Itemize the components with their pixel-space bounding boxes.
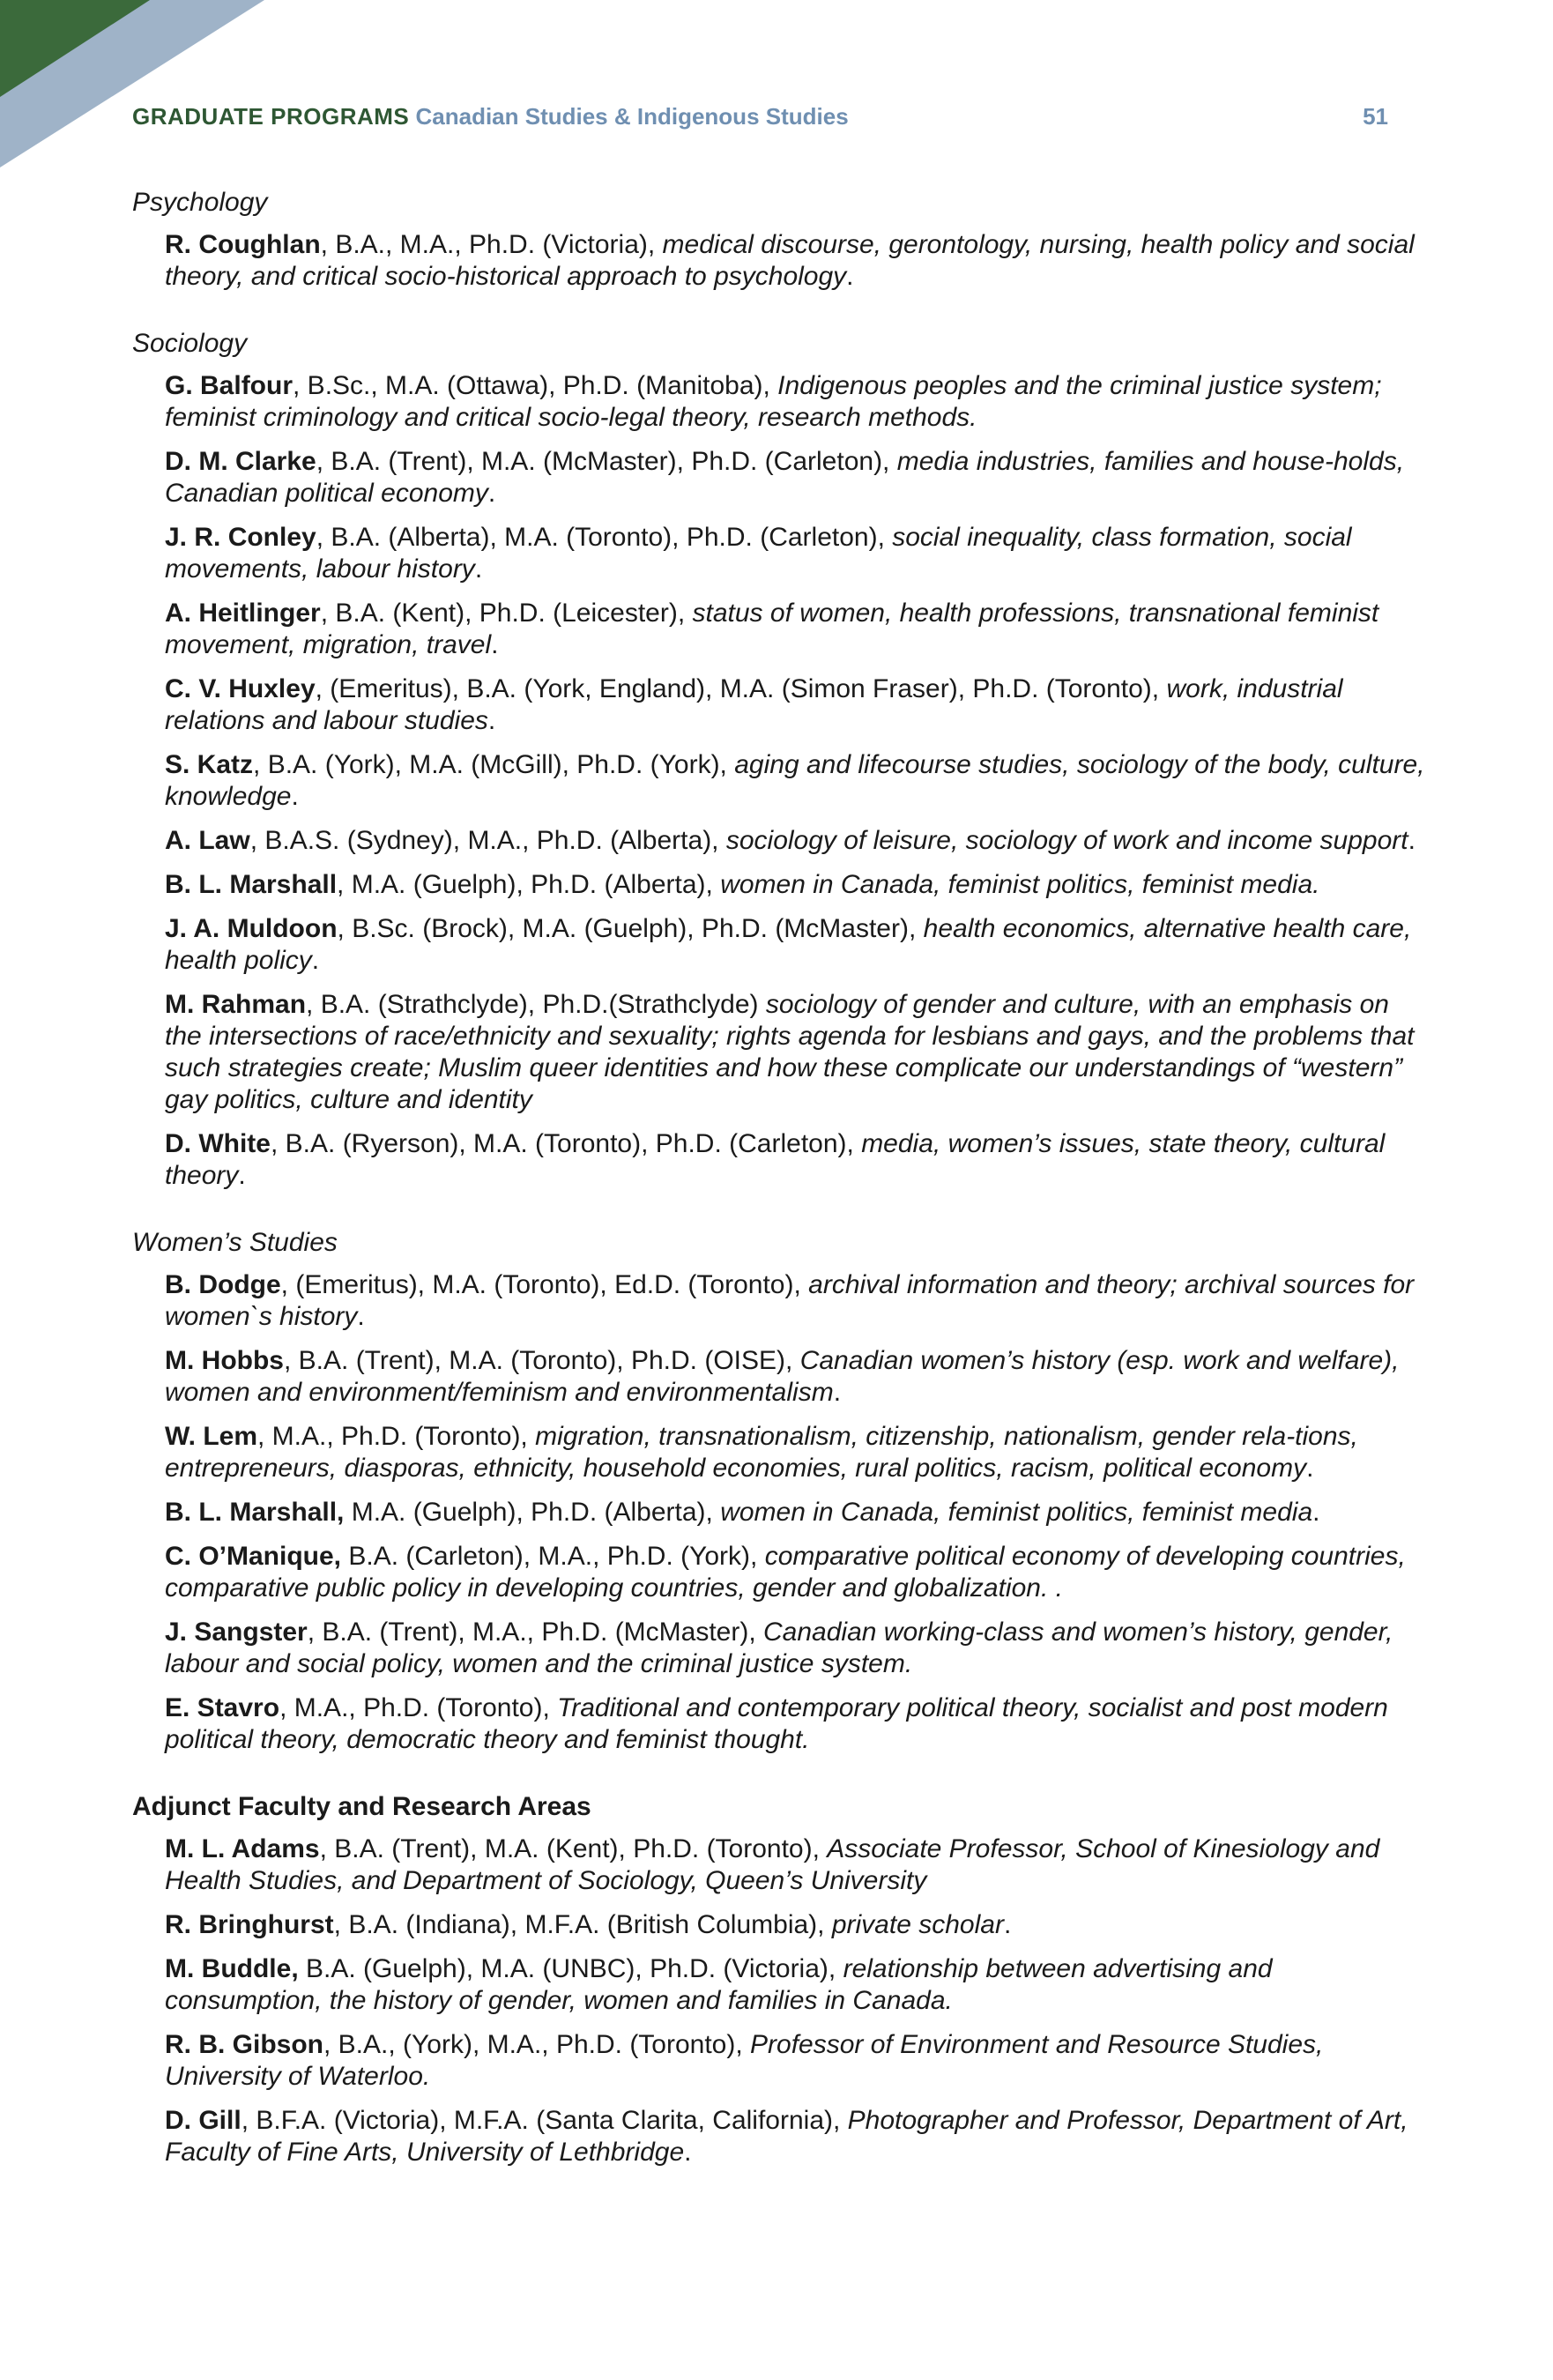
faculty-name: B. L. Marshall [165, 870, 338, 899]
faculty-entry [132, 446, 1428, 509]
research-areas: Professor of Environment and Resource Studies, University of Waterloo. [165, 2030, 1324, 2091]
faculty-entry [132, 229, 1428, 293]
faculty-entry [132, 522, 1428, 585]
entry-tail: . [291, 782, 299, 811]
entry-tail: . [357, 1302, 365, 1331]
research-areas: Canadian working-class and women’s history, gender, labour and social policy, women and the criminal justice system. [165, 1618, 1393, 1678]
faculty-degrees: , B.Sc. (Brock), M.A. (Guelph), Ph.D. (McMaster), [337, 914, 924, 943]
research-areas: Associate Professor, School of Kinesiology and Health Studies, and Department of Sociology, Queen’s University [165, 1834, 1380, 1895]
research-areas: status of women, health professions, transnational feminist movement, migration, travel [165, 599, 1379, 659]
faculty-name: R. Bringhurst [165, 1910, 334, 1939]
faculty-name: C. V. Huxley [165, 674, 316, 703]
faculty-entry [132, 1833, 1428, 1897]
faculty-name: S. Katz [165, 750, 254, 779]
entry-tail: . [474, 554, 483, 584]
faculty-degrees: , B.A. (Kent), Ph.D. (Leicester), [320, 599, 693, 628]
faculty-degrees: , B.A., (York), M.A., Ph.D. (Toronto), [323, 2030, 751, 2059]
faculty-entry [132, 2029, 1428, 2093]
faculty-name: J. Sangster [165, 1618, 308, 1647]
research-areas: relationship between advertising and consumption, the history of gender, women and families in Canada. [165, 1954, 1273, 2015]
faculty-name: R. B. Gibson [165, 2030, 323, 2059]
faculty-name: M. Hobbs [165, 1346, 284, 1375]
faculty-degrees: , B.Sc., M.A. (Ottawa), Ph.D. (Manitoba), [293, 371, 778, 400]
faculty-entry [132, 1909, 1428, 1941]
research-areas: migration, transnationalism, citizenship, nationalism, gender rela-tions, entrepreneurs, diasporas, ethnicity, household economies, rural politics, racism, political economy [165, 1422, 1358, 1483]
research-areas: private scholar [831, 1910, 1004, 1939]
section-heading: Adjunct Faculty and Research Areas [132, 1792, 591, 1821]
faculty-degrees: , B.A. (Strathclyde), Ph.D.(Strathclyde) [306, 990, 766, 1019]
faculty-entry [132, 1541, 1428, 1604]
faculty-degrees: , (Emeritus), B.A. (York, England), M.A. (Simon Fraser), Ph.D. (Toronto), [315, 674, 1167, 703]
faculty-name: J. R. Conley [165, 523, 316, 552]
faculty-entry [132, 370, 1428, 434]
faculty-name: A. Heitlinger [165, 599, 321, 628]
header-programs: GRADUATE PROGRAMS [132, 103, 410, 130]
entry-tail: . [1312, 1498, 1320, 1527]
faculty-entry [132, 1421, 1428, 1484]
research-areas: Traditional and contemporary political theory, socialist and post modern political theory, democratic theory and feminist thought. [165, 1693, 1388, 1754]
research-areas: work, industrial relations and labour studies [165, 674, 1343, 735]
faculty-entry [132, 1953, 1428, 2017]
research-areas: archival information and theory; archival sources for women`s history [165, 1270, 1415, 1331]
faculty-name: E. Stavro [165, 1693, 280, 1722]
faculty-name: M. Buddle, [165, 1954, 299, 1983]
header-department: Canadian Studies & Indigenous Studies [415, 103, 849, 130]
faculty-entry [132, 1345, 1428, 1409]
faculty-entry [132, 1692, 1428, 1756]
faculty-name: B. Dodge [165, 1270, 281, 1299]
research-areas: media, women’s issues, state theory, cultural theory [165, 1129, 1386, 1190]
research-areas: Indigenous peoples and the criminal justice system; feminist criminology and critical socio-legal theory, research methods. [165, 371, 1382, 432]
entry-tail: . [487, 706, 496, 735]
faculty-degrees: , B.A. (Alberta), M.A. (Toronto), Ph.D. (Carleton), [316, 523, 893, 552]
section-heading: Women’s Studies [132, 1228, 338, 1257]
faculty-degrees: , (Emeritus), M.A. (Toronto), Ed.D. (Toronto), [280, 1270, 809, 1299]
faculty-section [132, 1227, 1428, 1756]
faculty-degrees: M.A. (Guelph), Ph.D. (Alberta), [344, 1498, 721, 1527]
faculty-degrees: , M.A. (Guelph), Ph.D. (Alberta), [337, 870, 721, 899]
faculty-degrees: , B.A.S. (Sydney), M.A., Ph.D. (Alberta), [249, 826, 726, 855]
section-heading: Psychology [132, 188, 268, 217]
research-areas: medical discourse, gerontology, nursing, health policy and social theory, and critical socio-historical approach to psychology [165, 230, 1415, 291]
faculty-entry [132, 989, 1428, 1116]
faculty-name: R. Coughlan [165, 230, 321, 259]
faculty-degrees: , B.F.A. (Victoria), M.F.A. (Santa Clarita, California), [241, 2106, 848, 2135]
research-areas: Photographer and Professor, Department of Art, Faculty of Fine Arts, University of Lethbridge [165, 2106, 1408, 2167]
faculty-entry [132, 749, 1428, 813]
research-areas: social inequality, class formation, social movements, labour history [165, 523, 1352, 584]
faculty-entry [132, 1617, 1428, 1680]
faculty-name: D. Gill [165, 2106, 241, 2135]
faculty-name: J. A. Muldoon [165, 914, 338, 943]
faculty-degrees: B.A. (Carleton), M.A., Ph.D. (York), [341, 1542, 765, 1571]
page-header [132, 99, 1388, 134]
entry-tail: . [846, 262, 854, 291]
entry-tail: . [487, 479, 496, 508]
research-areas: women in Canada, feminist politics, feminist media [720, 1498, 1313, 1527]
faculty-listing [132, 187, 1428, 2181]
entry-tail: . [1408, 826, 1416, 855]
faculty-degrees: , B.A. (Indiana), M.F.A. (British Columbia), [333, 1910, 832, 1939]
faculty-name: B. L. Marshall, [165, 1498, 345, 1527]
research-areas: sociology of leisure, sociology of work and income support [725, 826, 1408, 855]
faculty-section [132, 187, 1428, 293]
faculty-degrees: , M.A., Ph.D. (Toronto), [257, 1422, 536, 1451]
faculty-degrees: , M.A., Ph.D. (Toronto), [279, 1693, 558, 1722]
faculty-degrees: B.A. (Guelph), M.A. (UNBC), Ph.D. (Victoria), [298, 1954, 843, 1983]
research-areas: women in Canada, feminist politics, feminist media. [720, 870, 1320, 899]
page-number: 51 [1363, 103, 1388, 130]
faculty-entry [132, 1269, 1428, 1333]
faculty-name: M. L. Adams [165, 1834, 320, 1863]
faculty-entry [132, 2105, 1428, 2168]
entry-tail: . [833, 1378, 842, 1407]
entry-tail: . [311, 946, 320, 975]
faculty-name: W. Lem [165, 1422, 258, 1451]
research-areas: health economics, alternative health care, health policy [165, 914, 1412, 975]
faculty-name: D. M. Clarke [165, 447, 316, 476]
faculty-degrees: , B.A. (Trent), M.A., Ph.D. (McMaster), [307, 1618, 764, 1647]
faculty-entry [132, 1497, 1428, 1528]
research-areas: sociology of gender and culture, with an emphasis on the intersections of race/ethnicity and sexuality; rights agenda for lesbians and gays, and the problems that such strategies create; Muslim queer identities and how these complicate our understandings of “western” gay politics, culture and identity [165, 990, 1415, 1114]
entry-tail: . [1003, 1910, 1012, 1939]
faculty-degrees: , B.A. (Ryerson), M.A. (Toronto), Ph.D. (Carleton), [271, 1129, 862, 1158]
faculty-name: M. Rahman [165, 990, 307, 1019]
faculty-entry [132, 1128, 1428, 1192]
faculty-entry [132, 825, 1428, 857]
faculty-degrees: , B.A. (Trent), M.A. (Kent), Ph.D. (Toronto), [319, 1834, 828, 1863]
section-heading: Sociology [132, 329, 248, 358]
faculty-entry [132, 913, 1428, 977]
faculty-name: C. O’Manique, [165, 1542, 342, 1571]
corner-decoration [0, 0, 264, 176]
research-areas: Canadian women’s history (esp. work and welfare), women and environment/feminism and environmentalism [165, 1346, 1400, 1407]
entry-tail: . [1306, 1454, 1314, 1483]
research-areas: comparative political economy of developing countries, comparative public policy in developing countries, gender and globalization. . [165, 1542, 1406, 1603]
faculty-section [132, 328, 1428, 1192]
faculty-name: A. Law [165, 826, 250, 855]
faculty-entry [132, 869, 1428, 901]
faculty-section [132, 1791, 1428, 2168]
research-areas: media industries, families and house-holds, Canadian political economy [165, 447, 1405, 508]
entry-tail: . [238, 1161, 246, 1190]
faculty-degrees: , B.A. (Trent), M.A. (Toronto), Ph.D. (OISE), [284, 1346, 800, 1375]
faculty-name: D. White [165, 1129, 271, 1158]
faculty-degrees: , B.A., M.A., Ph.D. (Victoria), [320, 230, 663, 259]
faculty-degrees: , B.A. (York), M.A. (McGill), Ph.D. (York), [253, 750, 735, 779]
entry-tail: . [684, 2138, 692, 2167]
research-areas: aging and lifecourse studies, sociology of the body, culture, knowledge [165, 750, 1425, 811]
faculty-degrees: , B.A. (Trent), M.A. (McMaster), Ph.D. (Carleton), [316, 447, 897, 476]
entry-tail: . [491, 630, 499, 659]
faculty-entry [132, 673, 1428, 737]
faculty-name: G. Balfour [165, 371, 294, 400]
faculty-entry [132, 598, 1428, 661]
